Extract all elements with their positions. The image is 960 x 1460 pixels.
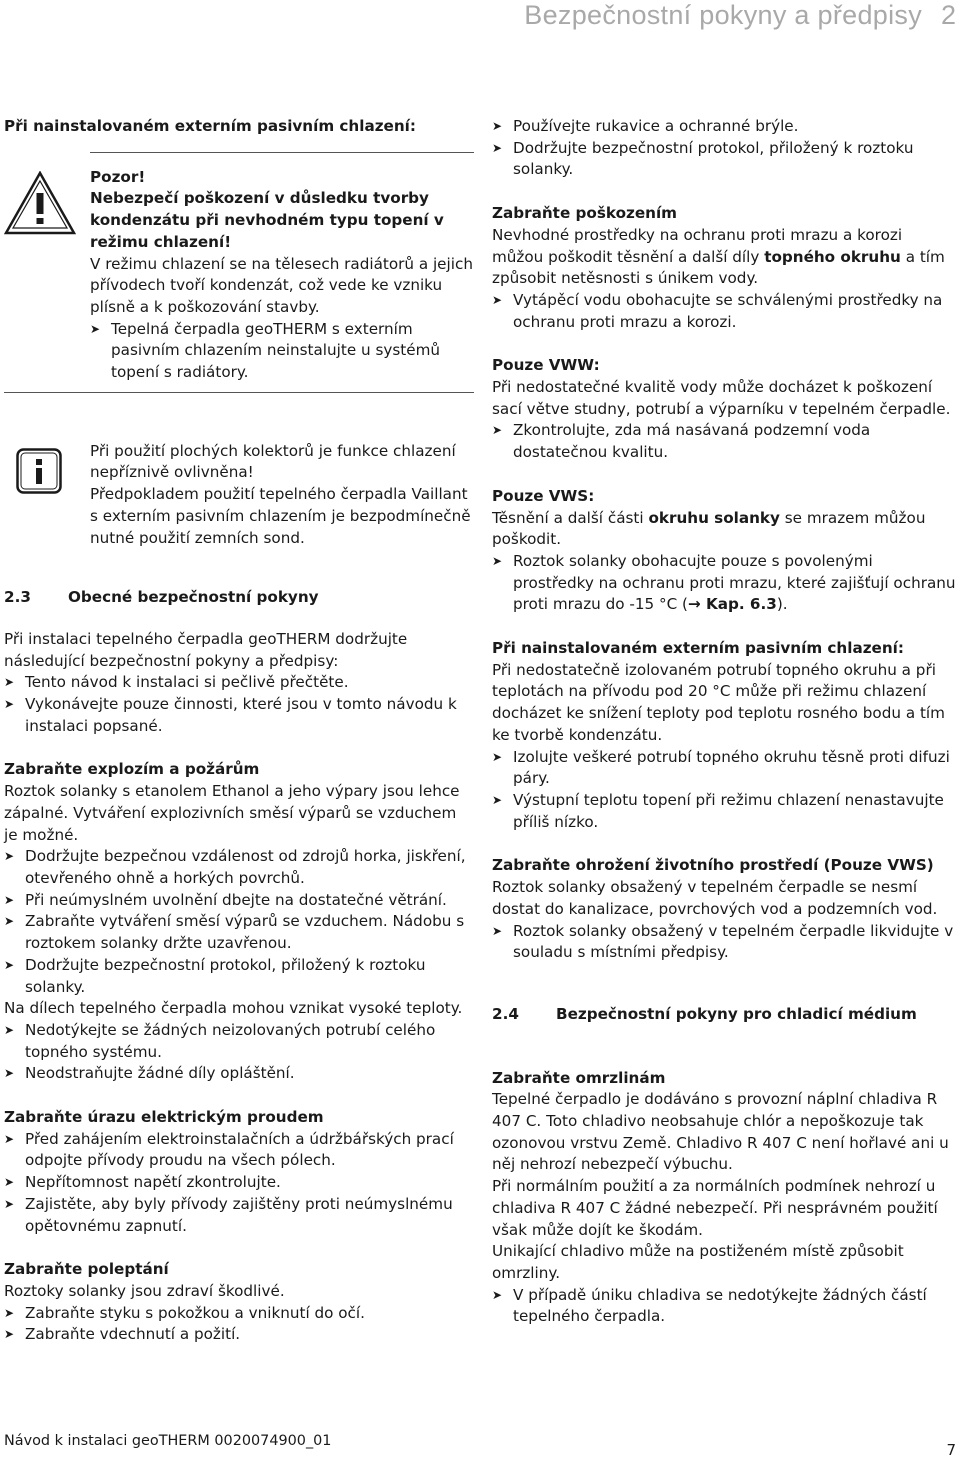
paragraph: Roztok solanky obsažený v tepelném čerpadle se nesmí dostat do kanalizace, povrchových vod a podzemních vod. (492, 878, 938, 918)
info-box (4, 393, 474, 550)
warning-box (4, 153, 474, 392)
list-item: ➤ Izolujte veškeré potrubí topného okruhu těsně proti difuzi páry. (492, 747, 958, 790)
subheading: Pouze VWW: (492, 356, 600, 375)
paragraph: Tepelné čerpadlo je dodáváno s provozní náplní chladiva R 407 C. Toto chladivo neobsahuje chlór a nepoškozuje tak ozonovou vrstvu Země. Chladivo R 407 C není hořlavé ani u něj nehrozí nebezpečí výbuchu. (492, 1090, 949, 1174)
subheading: Zabraňte ohrožení životního prostředí (Pouze VWS) (492, 856, 934, 875)
left-column (4, 116, 474, 1346)
info-text: Při použití plochých kolektorů je funkce chlazení nepříznivě ovlivněna! (90, 441, 456, 482)
list-item: ➤ Dodržujte bezpečnostní protokol, přiložený k roztoku solanky. (492, 138, 958, 181)
list-item: ➤ V případě úniku chladiva se nedotýkejte žádných částí tepelného čerpadla. (492, 1285, 958, 1328)
frostbite-block (492, 1068, 958, 1328)
info-icon (16, 448, 62, 494)
subheading: Zabraňte poleptání (4, 1260, 169, 1279)
warning-triangle-icon (4, 171, 76, 235)
warning-heading: Při nainstalovaném externím pasivním chlazení: (4, 117, 416, 135)
paragraph: Nevhodné prostředky na ochranu proti mrazu a korozi můžou poškodit těsnění a další díly topného okruhu a tím způsobit netěsnosti s únikem vody. (492, 225, 945, 288)
vww-block (492, 355, 958, 464)
environment-block (492, 855, 958, 964)
warning-bullet: ➤ Tepelná čerpadla geoTHERM s externím pasivním chlazením neinstalujte u systémů topení s radiátory. (90, 319, 474, 384)
list-item: ➤ Výstupní teplotu topení při režimu chlazení nenastavujte příliš nízko. (492, 790, 958, 833)
list-item: ➤ Roztok solanky obohacujte pouze s povolenými prostředky na ochranu proti mrazu, které zajišťují ochranu proti mrazu do -15 °C (→ Kap. 6.3). (492, 551, 958, 616)
paragraph: Roztoky solanky jsou zdraví škodlivé. (4, 1281, 285, 1300)
list-item: ➤ Dodržujte bezpečnostní protokol, přiložený k roztoku solanky. (4, 955, 474, 998)
section-heading (4, 587, 474, 609)
list-item: ➤ Neodstraňujte žádné díly opláštění. (4, 1063, 474, 1085)
list-item: ➤ Před zahájením elektroinstalačních a údržbářských prací odpojte přívody proudu na všech pólech. (4, 1129, 474, 1172)
paragraph: Roztok solanky s etanolem Ethanol a jeho výpary jsou lehce zápalné. Vytváření explozivních směsí výparů se vzduchem je možné. (4, 782, 460, 844)
list-item: ➤ Zkontrolujte, zda má nasávaná podzemní voda dostatečnou kvalitu. (492, 420, 958, 463)
subheading: Pouze VWS: (492, 486, 595, 505)
vws-block (492, 486, 958, 616)
electric-block (4, 1107, 474, 1237)
section-title: Bezpečnostní pokyny pro chladicí médium (556, 1004, 917, 1023)
paragraph: Při normálním použití a za normálních podmínek nehrozí u chladiva R 407 C žádné nebezpečí. Při nesprávném použití však může dojít ke škodám. (492, 1177, 938, 1239)
section-heading (492, 1004, 958, 1026)
list-item: ➤ Zabraňte styku s pokožkou a vniknutí do očí. (4, 1303, 474, 1325)
subheading: Při nainstalovaném externím pasivním chlazení: (492, 639, 904, 658)
list-item: ➤ Při neúmyslném uvolnění dbejte na dostatečné větrání. (4, 890, 474, 912)
section-number: 2.4 (492, 1004, 519, 1023)
list-item: ➤ Nepřítomnost napětí zkontrolujte. (4, 1172, 474, 1194)
subheading: Zabraňte úrazu elektrickým proudem (4, 1108, 324, 1127)
paragraph: Při nedostatečně izolovaném potrubí topného okruhu a při teplotách na přívodu pod 20 °C může při režimu chlazení docházet ke snížení teploty pod teplotu rosného bodu a tím ke tvorbě kondenzátu. (492, 660, 945, 744)
list-item: ➤ Roztok solanky obsažený v tepelném čerpadle likvidujte v souladu s místními předpisy. (492, 921, 958, 964)
paragraph: Těsnění a další části okruhu solanky se mrazem můžou poškodit. (492, 508, 926, 549)
burns-block (4, 1259, 474, 1346)
paragraph: Na dílech tepelného čerpadla mohou vznikat vysoké teploty. (4, 999, 463, 1018)
footer-text: Návod k instalaci geoTHERM 0020074900_01 (4, 1433, 332, 1449)
paragraph: Unikající chladivo může na postiženém místě způsobit omrzliny. (492, 1242, 904, 1282)
list-item: ➤ Nedotýkejte se žádných neizolovaných potrubí celého topného systému. (4, 1020, 474, 1063)
damage-block (492, 203, 958, 333)
chapter-number: 2 (940, 0, 956, 30)
subheading: Zabraňte poškozením (492, 204, 677, 223)
list-item: ➤ Zabraňte vytváření směsí výparů se vzduchem. Nádobu s roztokem solanky držte uzavřenou. (4, 911, 474, 954)
intro-text: Při instalaci tepelného čerpadla geoTHERM dodržujte následující bezpečnostní pokyny a předpisy: (4, 629, 408, 670)
chapter-reference[interactable]: → Kap. 6.3 (687, 595, 777, 614)
warning-subtitle: Nebezpečí poškození v důsledku tvorby kondenzátu při nevhodném typu topení v režimu chlazení! (90, 189, 444, 251)
list-item: ➤ Zajistěte, aby byly přívody zajištěny proti neúmyslnému opětovnému zapnutí. (4, 1194, 474, 1237)
paragraph: Při nedostatečné kvalitě vody může docházet k poškození sací větve studny, potrubí a výparníku v tepelném čerpadle. (492, 378, 951, 418)
list-item: ➤ Vykonávejte pouze činnosti, které jsou v tomto návodu k instalaci popsané. (4, 694, 474, 737)
section-title: Obecné bezpečnostní pokyny (68, 588, 319, 607)
warning-text: V režimu chlazení se na tělesech radiátorů a jejich přívodech tvoří kondenzát, což vede ke vzniku plísně a k poškozování stavby. (90, 254, 473, 316)
list-item: ➤ Zabraňte vdechnutí a požití. (4, 1324, 474, 1346)
section-number: 2.3 (4, 588, 31, 607)
right-column (492, 116, 958, 1328)
page-number: 7 (946, 1441, 956, 1459)
explosion-block (4, 759, 474, 1085)
list-item: ➤ Používejte rukavice a ochranné brýle. (492, 116, 958, 138)
info-text: Předpokladem použití tepelného čerpadla Vaillant s externím pasivním chlazením je bezpodmínečně nutné použití zemních sond. (90, 485, 471, 547)
header-title: Bezpečnostní pokyny a předpisy (524, 0, 922, 30)
subheading: Zabraňte explozím a požárům (4, 760, 260, 779)
passive-cooling-block (492, 638, 958, 833)
subheading: Zabraňte omrzlinám (492, 1068, 666, 1087)
warning-title: Pozor! (90, 167, 146, 186)
list-item: ➤ Vytápěcí vodu obohacujte se schválenými prostředky na ochranu proti mrazu a korozi. (492, 290, 958, 333)
list-item: ➤ Tento návod k instalaci si pečlivě přečtěte. (4, 672, 474, 694)
list-item: ➤ Dodržujte bezpečnou vzdálenost od zdrojů horka, jiskření, otevřeného ohně a horkých povrchů. (4, 846, 474, 889)
